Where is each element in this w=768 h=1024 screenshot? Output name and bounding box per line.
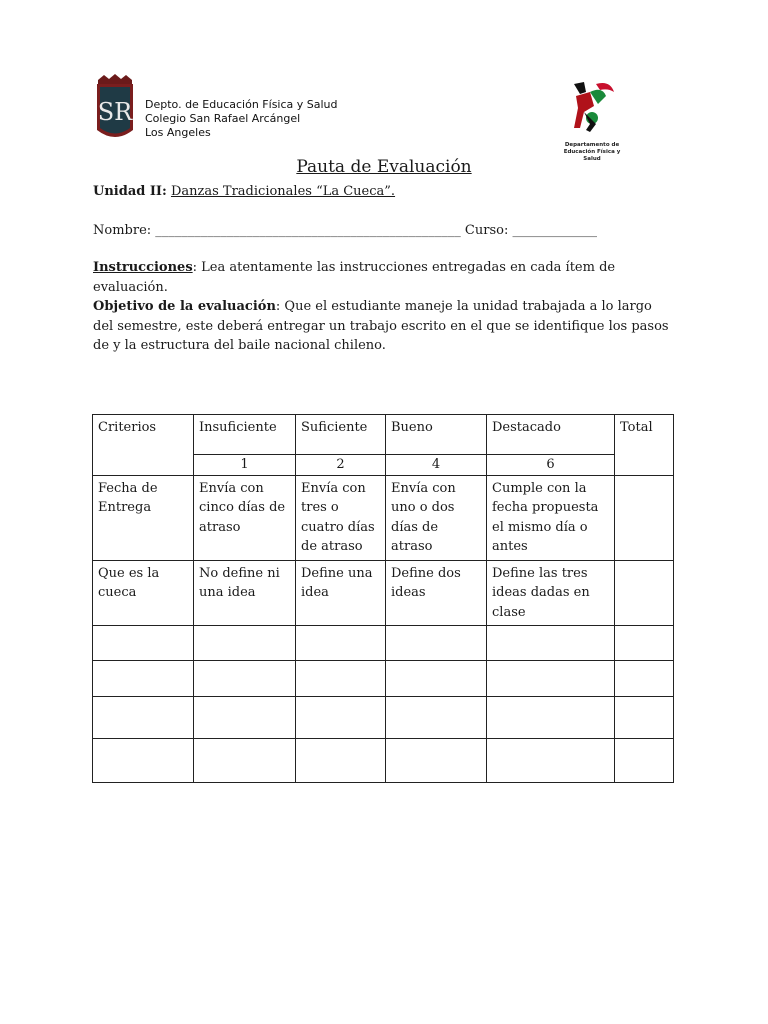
header-row: [93, 415, 674, 455]
school-city: Los Angeles: [145, 126, 211, 139]
header-total: Total: [615, 415, 674, 476]
empty-cell[interactable]: [386, 697, 487, 739]
objetivo-text-1: : Que el estudiante maneje la unidad trabajada a lo largo: [275, 299, 652, 314]
empty-cell[interactable]: [487, 739, 615, 783]
empty-cell[interactable]: [93, 739, 194, 783]
empty-cell[interactable]: [615, 661, 674, 697]
header-suficiente: Suficiente: [296, 415, 386, 455]
empty-cell[interactable]: [194, 739, 296, 783]
insuficiente-cell: No define ni una idea: [194, 560, 296, 626]
empty-cell[interactable]: [93, 661, 194, 697]
instrucciones-text-1: : Lea atentamente las instrucciones entregadas en cada ítem de: [192, 260, 616, 275]
suficiente-cell: Envía con tres o cuatro días de atraso: [296, 475, 386, 560]
unidad-value: Danzas Tradicionales “La Cueca”.: [170, 184, 396, 199]
department-logo: [556, 78, 628, 163]
suficiente-cell: Define una idea: [296, 560, 386, 626]
score-insuficiente: 1: [194, 455, 296, 476]
empty-cell[interactable]: [615, 739, 674, 783]
empty-cell[interactable]: [386, 739, 487, 783]
empty-cell[interactable]: [296, 626, 386, 661]
objetivo-text-3: de y la estructura del baile nacional chileno.: [93, 338, 386, 353]
rubric-table: [92, 414, 674, 783]
table-row: [93, 560, 674, 626]
table-row: [93, 475, 674, 560]
department-logo-caption: Departamento de Educación Física y Salud: [563, 142, 621, 162]
empty-cell[interactable]: [194, 697, 296, 739]
nombre-label: Nombre:: [93, 223, 152, 238]
unidad-label: Unidad II:: [93, 184, 167, 199]
score-bueno: 4: [386, 455, 487, 476]
curso-label: Curso:: [464, 223, 509, 238]
nombre-line: [93, 221, 597, 241]
total-cell[interactable]: [615, 475, 674, 560]
bueno-cell: Define dos ideas: [386, 560, 487, 626]
empty-cell[interactable]: [296, 661, 386, 697]
empty-cell[interactable]: [487, 626, 615, 661]
empty-cell[interactable]: [386, 626, 487, 661]
school-crest-logo: [95, 74, 135, 146]
criterio-cell: Fecha de Entrega: [93, 475, 194, 560]
header-bueno: Bueno: [386, 415, 487, 455]
objetivo-label: Objetivo de la evaluación: [93, 299, 276, 314]
empty-cell[interactable]: [386, 661, 487, 697]
curso-blank[interactable]: _____________: [512, 223, 597, 238]
empty-row: [93, 739, 674, 783]
destacado-cell: Define las tres ideas dadas en clase: [487, 560, 615, 626]
header-destacado: Destacado: [487, 415, 615, 455]
empty-cell[interactable]: [487, 697, 615, 739]
empty-cell[interactable]: [296, 697, 386, 739]
empty-row: [93, 626, 674, 661]
nombre-blank[interactable]: _______________________________________________: [155, 223, 461, 238]
document-title: Pauta de Evaluación: [296, 157, 472, 177]
objetivo-text-2: del semestre, este deberá entregar un trabajo escrito en el que se identifique los pasos: [93, 318, 669, 334]
empty-cell[interactable]: [194, 661, 296, 697]
instrucciones-text-2: evaluación.: [93, 279, 168, 295]
empty-cell[interactable]: [296, 739, 386, 783]
score-destacado: 6: [487, 455, 615, 476]
empty-cell[interactable]: [93, 626, 194, 661]
department-name: Depto. de Educación Física y Salud: [145, 98, 338, 111]
crest-letters: SR: [97, 98, 133, 126]
score-suficiente: 2: [296, 455, 386, 476]
instructions-block: [93, 258, 673, 356]
empty-row: [93, 661, 674, 697]
instrucciones-label: Instrucciones: [93, 260, 193, 275]
empty-cell[interactable]: [487, 661, 615, 697]
empty-cell[interactable]: [615, 626, 674, 661]
total-cell[interactable]: [615, 560, 674, 626]
destacado-cell: Cumple con la fecha propuesta el mismo día o antes: [487, 475, 615, 560]
empty-cell[interactable]: [194, 626, 296, 661]
criterio-cell: Que es la cueca: [93, 560, 194, 626]
empty-cell[interactable]: [615, 697, 674, 739]
school-header: [145, 98, 338, 140]
header-insuficiente: Insuficiente: [194, 415, 296, 455]
insuficiente-cell: Envía con cinco días de atraso: [194, 475, 296, 560]
empty-cell[interactable]: [93, 697, 194, 739]
header-criterios: Criterios: [93, 415, 194, 476]
unidad-line: [93, 182, 395, 202]
bueno-cell: Envía con uno o dos días de atraso: [386, 475, 487, 560]
school-name: Colegio San Rafael Arcángel: [145, 112, 301, 125]
empty-row: [93, 697, 674, 739]
